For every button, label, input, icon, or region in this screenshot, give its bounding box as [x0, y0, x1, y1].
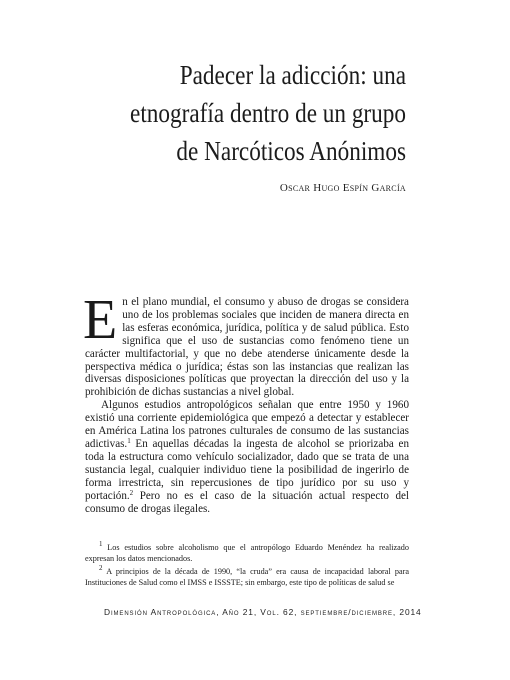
paragraph-2	[85, 399, 409, 515]
article-body	[83, 289, 409, 515]
running-footer: Dimensión Antropológica, Año 21, Vol. 62, septiembre/diciembre, 2014	[104, 607, 422, 617]
paragraph-2-text-b: En aquellas décadas la ingesta de alcohol se priorizaba en toda la estructura como vehículo socializador, dado que se trata de una sustancia legal, cualquier individuo tiene la posibilidad de ingerirlo de forma irrestricta, sin repercusiones de tipo jurídico por su uso y portación.	[85, 437, 409, 502]
footnote-ref-2: 2	[129, 488, 134, 497]
article-title	[122, 56, 406, 170]
paragraph-1-text: n el plano mundial, el consumo y abuso de drogas se considera uno de los problemas sociales que inciden de manera directa en las esferas económica, jurídica, política y de salud pública. Esto significa que el uso de sustancias como fenómeno tiene un carácter multifactorial, y que no debe atenderse únicamente desde la perspectiva médica o jurídica; éstas son las instancias que realizan las diversas disposiciones políticas que proyectan la dirección del uso y la prohibición de dichas sustancias a nivel global.	[85, 296, 409, 399]
footnotes	[85, 542, 409, 590]
author-name: Oscar Hugo Espín García	[279, 182, 406, 194]
footnote-1	[85, 542, 409, 564]
footnote-2-number: 2	[99, 564, 103, 572]
title-line-3: de Narcóticos Anónimos	[176, 136, 406, 166]
title-line-1: Padecer la adicción: una	[179, 60, 406, 90]
drop-cap: E	[83, 289, 118, 351]
footnote-2-text: A principios de la década de 1990, “la cruda” era causa de incapacidad laboral para Instituciones de Salud como el IMSS e ISSSTE; sin embargo, este tipo de políticas de salud se	[85, 567, 409, 587]
paragraph-1	[83, 289, 409, 399]
footnote-ref-1: 1	[127, 436, 131, 445]
paragraph-2-text-a: Algunos estudios antropológicos señalan que entre 1950 y 1960 existió una corriente epidemiológica que empezó a detectar y establecer en América Latina los patrones culturales de consumo de las sustancias adictivas.	[85, 399, 409, 450]
footnote-1-number: 1	[99, 540, 103, 548]
footnote-1-text: Los estudios sobre alcoholismo que el antropólogo Eduardo Menéndez ha realizado expresan los datos mencionados.	[85, 543, 409, 563]
paragraph-2-text-c: Pero no es el caso de la situación actual respecto del consumo de drogas ilegales.	[85, 489, 409, 515]
title-line-2: etnografía dentro de un grupo	[130, 98, 406, 128]
footnote-2	[85, 566, 409, 588]
